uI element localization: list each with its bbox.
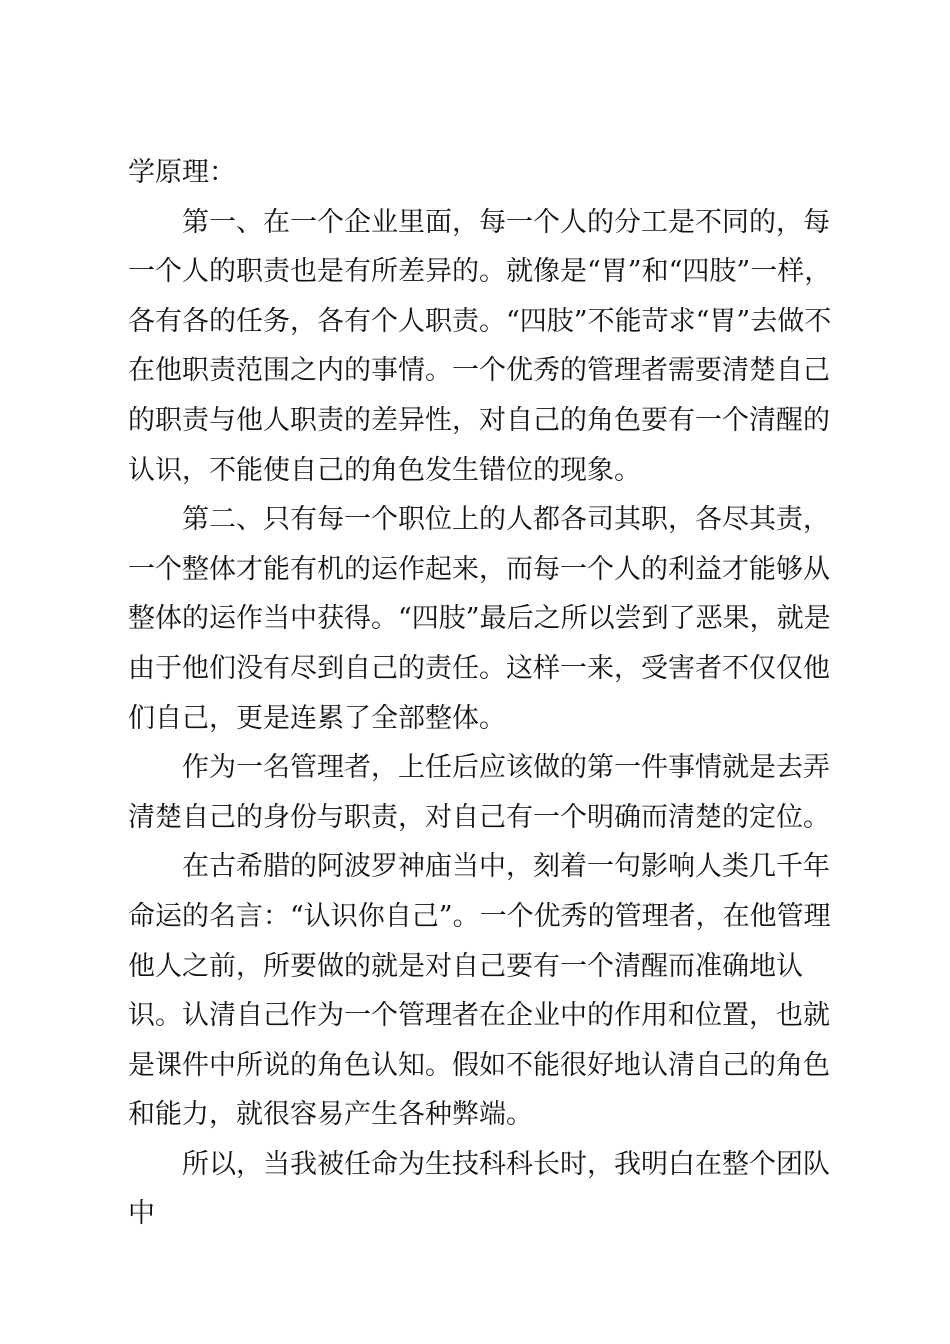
paragraph-manager-role: 作为一名管理者，上任后应该做的第一件事情就是去弄清楚自己的身份与职责，对自己有一个明确而清楚的定位。: [128, 752, 830, 833]
body-text: [128, 148, 848, 1239]
paragraph-know-yourself: 在古希腊的阿波罗神庙当中，刻着一句影响人类几千年命运的名言：“认识你自己”。一个优秀的管理者，在他管理他人之前，所要做的就是对自己要有一个清醒而准确地认识。认清自己作为一个管理者在企业中的作用和位置，也就是课件中所说的角色认知。假如不能很好地认清自己的角色和能力，就很容易产生各种弊端。: [128, 851, 831, 1131]
paragraph-appointment: 所以，当我被任命为生技科科长时，我明白在整个团队中: [128, 1148, 830, 1230]
paragraph-second-point: 第二、只有每一个职位上的人都各司其职，各尽其责，一个整体才能有机的运作起来，而每一个人的利益才能够从整体的运作当中获得。“四肢”最后之所以尝到了恶果，就是由于他们没有尽到自己的责任。这样一来，受害者不仅仅他们自己，更是连累了全部整体。: [128, 504, 831, 734]
paragraph-continuation: 学原理：: [128, 157, 236, 188]
paragraph-first-point: 第一、在一个企业里面，每一个人的分工是不同的，每一个人的职责也是有所差异的。就像是“胃”和“四肢”一样，各有各的任务，各有个人职责。“四肢”不能苛求“胃”去做不在他职责范围之内的事情。一个优秀的管理者需要清楚自己的职责与他人职责的差异性，对自己的角色要有一个清醒的认识，不能使自己的角色发生错位的现象。: [128, 206, 832, 486]
